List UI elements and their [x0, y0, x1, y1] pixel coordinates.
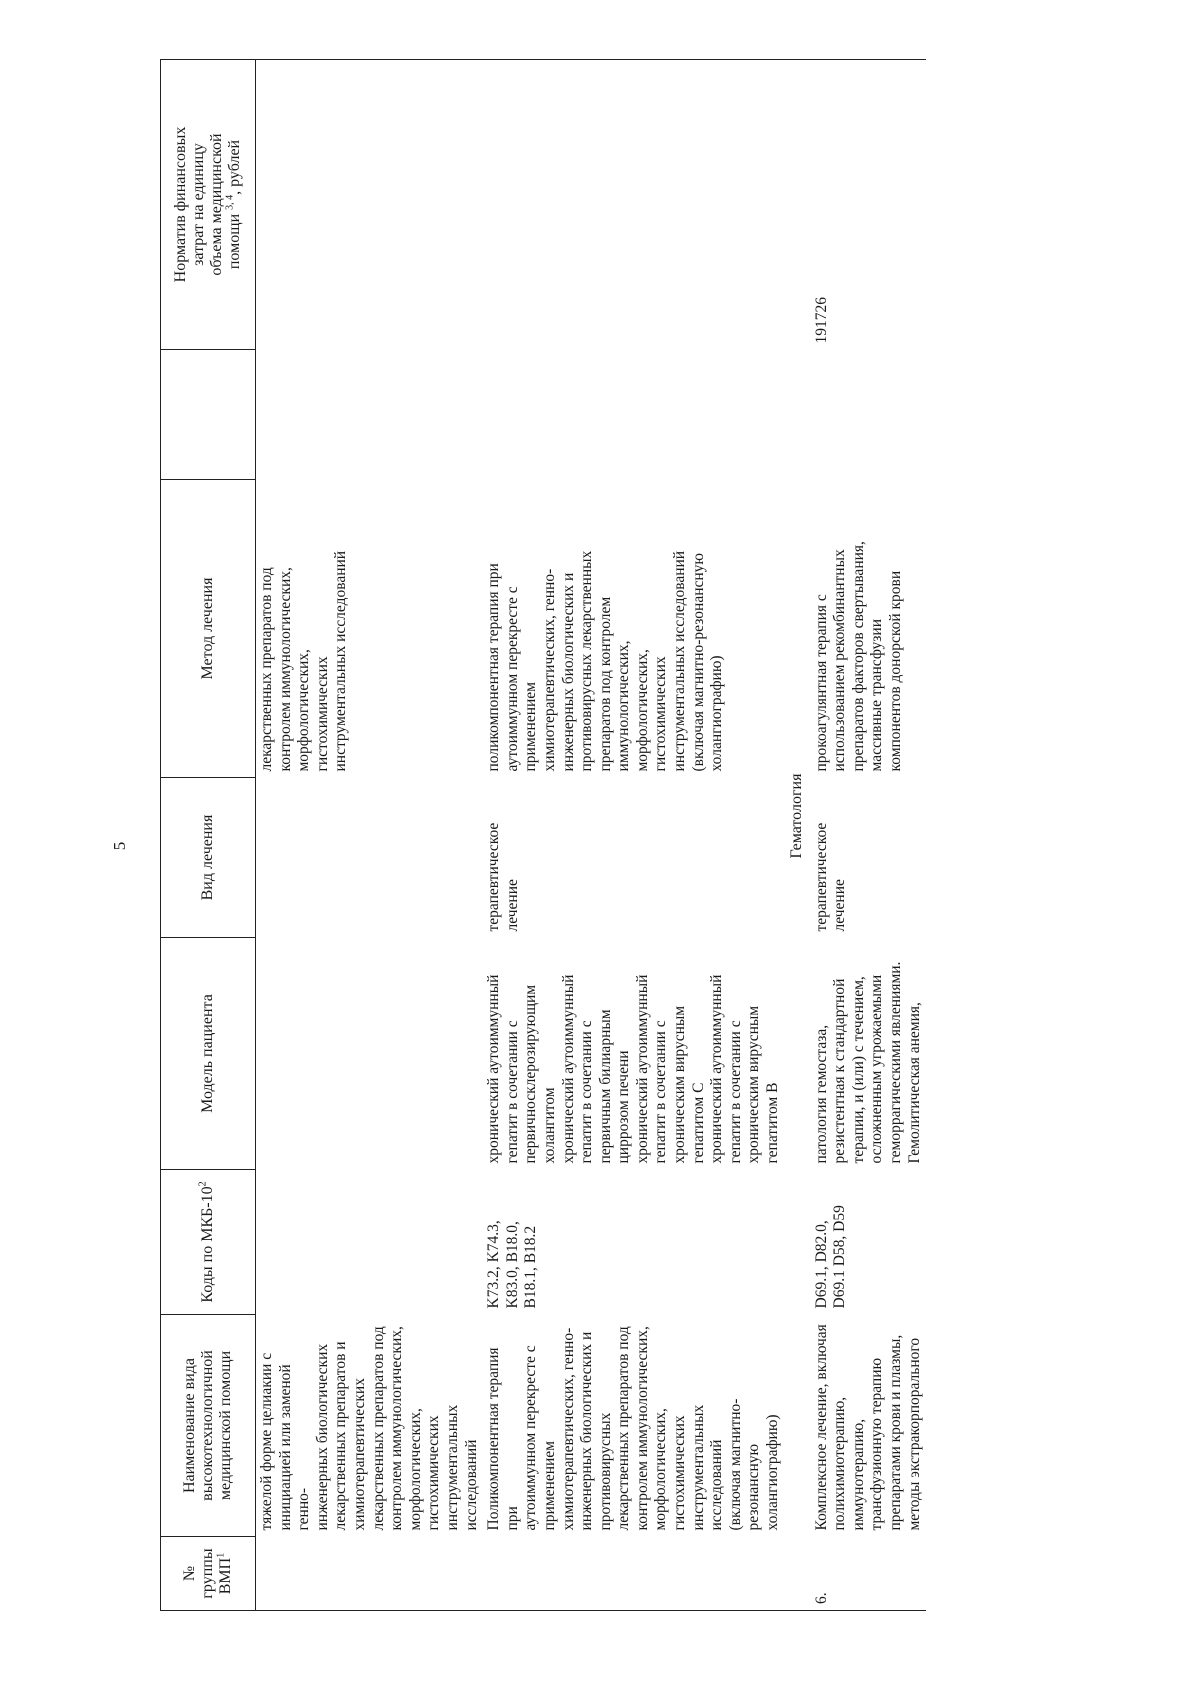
- cell-spacer: [256, 350, 484, 480]
- table-row: [811, 60, 927, 1611]
- header-treatment-type: Вид лечения: [161, 778, 256, 938]
- page-number: 5: [110, 841, 129, 851]
- cell-patient-model: хронический аутоиммунный гепатит в сочетании с первичносклерозирующим холангитом хронический аутоиммунный гепатит в сочетании с первичным билиарным циррозом печени хронический аутоиммунный гепатит в сочетании с хроническим вирусным гепатитом C хронический аутоиммунный гепатит в сочетании с хроническим вирусным гепатитом B: [485, 974, 782, 1164]
- cell-icd-codes: K73.2, K74.3, K83.0, B18.0, B18.1, B18.2: [485, 1220, 540, 1309]
- table-header-row: [161, 60, 256, 1611]
- cell-financial-norm: [483, 60, 785, 350]
- cell-treatment-type: [256, 778, 484, 938]
- cell-group-number: 6.: [811, 1537, 927, 1611]
- header-spacer: [161, 350, 256, 480]
- header-vmp-name: Наименование вида высокотехнологичной медицинской помощи: [161, 1315, 256, 1537]
- header-patient-model: Модель пациента: [161, 938, 256, 1170]
- cell-financial-norm: [256, 60, 484, 350]
- cell-icd-codes: [256, 1170, 484, 1315]
- cell-patient-model: патология гемостаза, резистентная к стандартной терапии, и (или) с течением, осложненным угрожаемыми геморрагическими явлениями. Гемолитическая анемия,: [812, 961, 923, 1164]
- cell-treatment-type: терапевтическое лечение: [485, 822, 521, 932]
- cell-treatment-type: терапевтическое лечение: [812, 822, 849, 932]
- cell-treatment-method: лекарственных препаратов под контролем иммунологических, морфологических, гистохимических инструментальных исследований: [258, 550, 350, 772]
- cell-patient-model: [256, 938, 484, 1170]
- vmp-table: [160, 59, 926, 1611]
- cell-spacer: [483, 350, 785, 480]
- rotated-table-container: [160, 60, 1052, 1611]
- cell-treatment-method: поликомпонентная терапия при аутоиммунном перекресте с применением химиотерапевтических, генно- инженерных биологических и противовирусных лекарственных препаратов под контролем иммунологических, морфологических, гистохимических инструментальных исследований (включая магнитно-резонансную холангиографию): [485, 550, 726, 772]
- cell-icd-codes: D69.1, D82.0, D69.1 D58, D59: [812, 1205, 849, 1309]
- cell-group-number: [256, 1537, 484, 1611]
- cell-treatment-method: прокоагулянтная терапия с использованием рекомбинантных препаратов факторов свертывания, массивные трансфузии компонентов донорской крови: [812, 541, 904, 772]
- table-row: [256, 60, 484, 1611]
- cell-vmp-name: Комплексное лечение, включая полихимиотерапию, иммунотерапию, трансфузионную терапию препаратами крови и плазмы, методы экстракорпорального: [812, 1324, 923, 1531]
- header-icd-codes: Коды по МКБ-$10^2$: [161, 1170, 256, 1315]
- cell-financial-norm: 191726: [811, 60, 927, 350]
- table-row: [483, 60, 785, 1611]
- cell-group-number: [483, 1537, 785, 1611]
- header-group-number: № группы ВМП$^1$: [161, 1537, 256, 1611]
- cell-spacer: [811, 350, 927, 480]
- header-financial-norm: Норматив финансовых затрат на единицу объема медицинской помощи $^{3, 4}$, рублей: [161, 60, 256, 350]
- section-title: Гематология: [787, 773, 805, 859]
- header-treatment-method: Метод лечения: [161, 480, 256, 778]
- cell-vmp-name: тяжелой форме целиакии с инициацией или заменой генно- инженерных биологических лекарственных препаратов и химиотерапевтических лекарственных препаратов под контролем иммунологических, морфологических, гистохимических инструментальных исследований: [258, 1326, 480, 1531]
- section-row: [785, 60, 811, 1611]
- cell-vmp-name: Поликомпонентная терапия при аутоиммунном перекресте с применением химиотерапевтических, генно- инженерных биологических и противовирусных лекарственных препаратов под контролем иммунологических, морфологических, гистохимических инструментальных исследований (включая магнитно-резонансную холангиографию): [485, 1326, 782, 1531]
